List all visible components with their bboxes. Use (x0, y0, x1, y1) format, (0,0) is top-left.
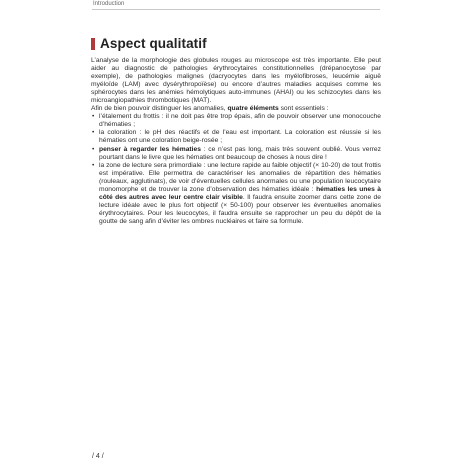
lead-text-end: sont essentiels : (278, 105, 329, 113)
list-item-text: la coloration : le pH des réactifs et de l’eau est important. La coloration est réussie si les hématies ont une coloration beige-rosée ; (99, 129, 381, 145)
list-item-text: . Il faudra ensuite zoomer dans cette zone de lecture idéale avec le plus fort objectif (× 50-100) pour observer les éventuelles anomalies érythrocytaires. Pour les leucocytes, il faudra ensuite se rapprocher un peu du dépôt de la goutte de sang afin d’éviter les ombres nucléaires et faire sa formule. (99, 193, 381, 225)
lead-paragraph (91, 105, 381, 113)
list-item-text-start: la zone de lecture sera primordiale : une lecture rapide au faible objectif (× 10-20) de tout frottis est impérative. Elle permettra de caractériser les anomalies de répartition des hématies (rouleaux, agglutinats), de voir d’éventuelles cellules anormales ou une population leucocytaire monomorphe et de trouver la zone d’observation des hématies idéale : (99, 161, 381, 193)
running-header: Introduction (93, 1, 125, 7)
list-item-text: l’étalement du frottis : il ne doit pas être trop épais, afin de pouvoir observer une monocouche d’hématies ; (99, 113, 381, 129)
list-item-bold: hématies les unes à côté des autres avec leur centre clair visible (99, 185, 382, 201)
list-item (91, 113, 381, 129)
list-item (91, 146, 381, 162)
content-section (91, 36, 381, 226)
lead-text-bold: quatre éléments (227, 105, 279, 113)
page-number: / 4 / (92, 453, 104, 460)
list-item-text: : ce n’est pas long, mais très souvent oublié. Vous verrez pourtant dans le livre que les hématies ont beaucoup de choses à nous dire ! (99, 145, 381, 161)
list-item (91, 129, 381, 145)
section-heading (91, 36, 381, 51)
intro-paragraph: L’analyse de la morphologie des globules rouges au microscope est très importante. Elle peut aider au diagnostic de pathologies érythrocytaires constitutionnelles (drépanocytose par exemple), de pathologies malignes (dacryocytes dans les myélofibroses, leucémie aiguë myéloïde (LAM) avec dysérythropoïèse) ou encore d’autres maladies acquises comme les sphérocytes dans les anémies hémolytiques auto-immunes (AHAI) ou les schizocytes dans les microangiopathies thrombotiques (MAT). (91, 57, 381, 105)
list-item (91, 162, 381, 226)
header-rule (92, 0, 380, 10)
heading-marker-bar (91, 38, 95, 50)
essentials-list (91, 113, 381, 226)
lead-text-start: Afin de bien pouvoir distinguer les anomalies, (91, 105, 228, 113)
section-title: Aspect qualitatif (100, 36, 207, 51)
body-text (91, 57, 381, 226)
list-item-bold: penser à regarder les hématies (99, 145, 201, 153)
